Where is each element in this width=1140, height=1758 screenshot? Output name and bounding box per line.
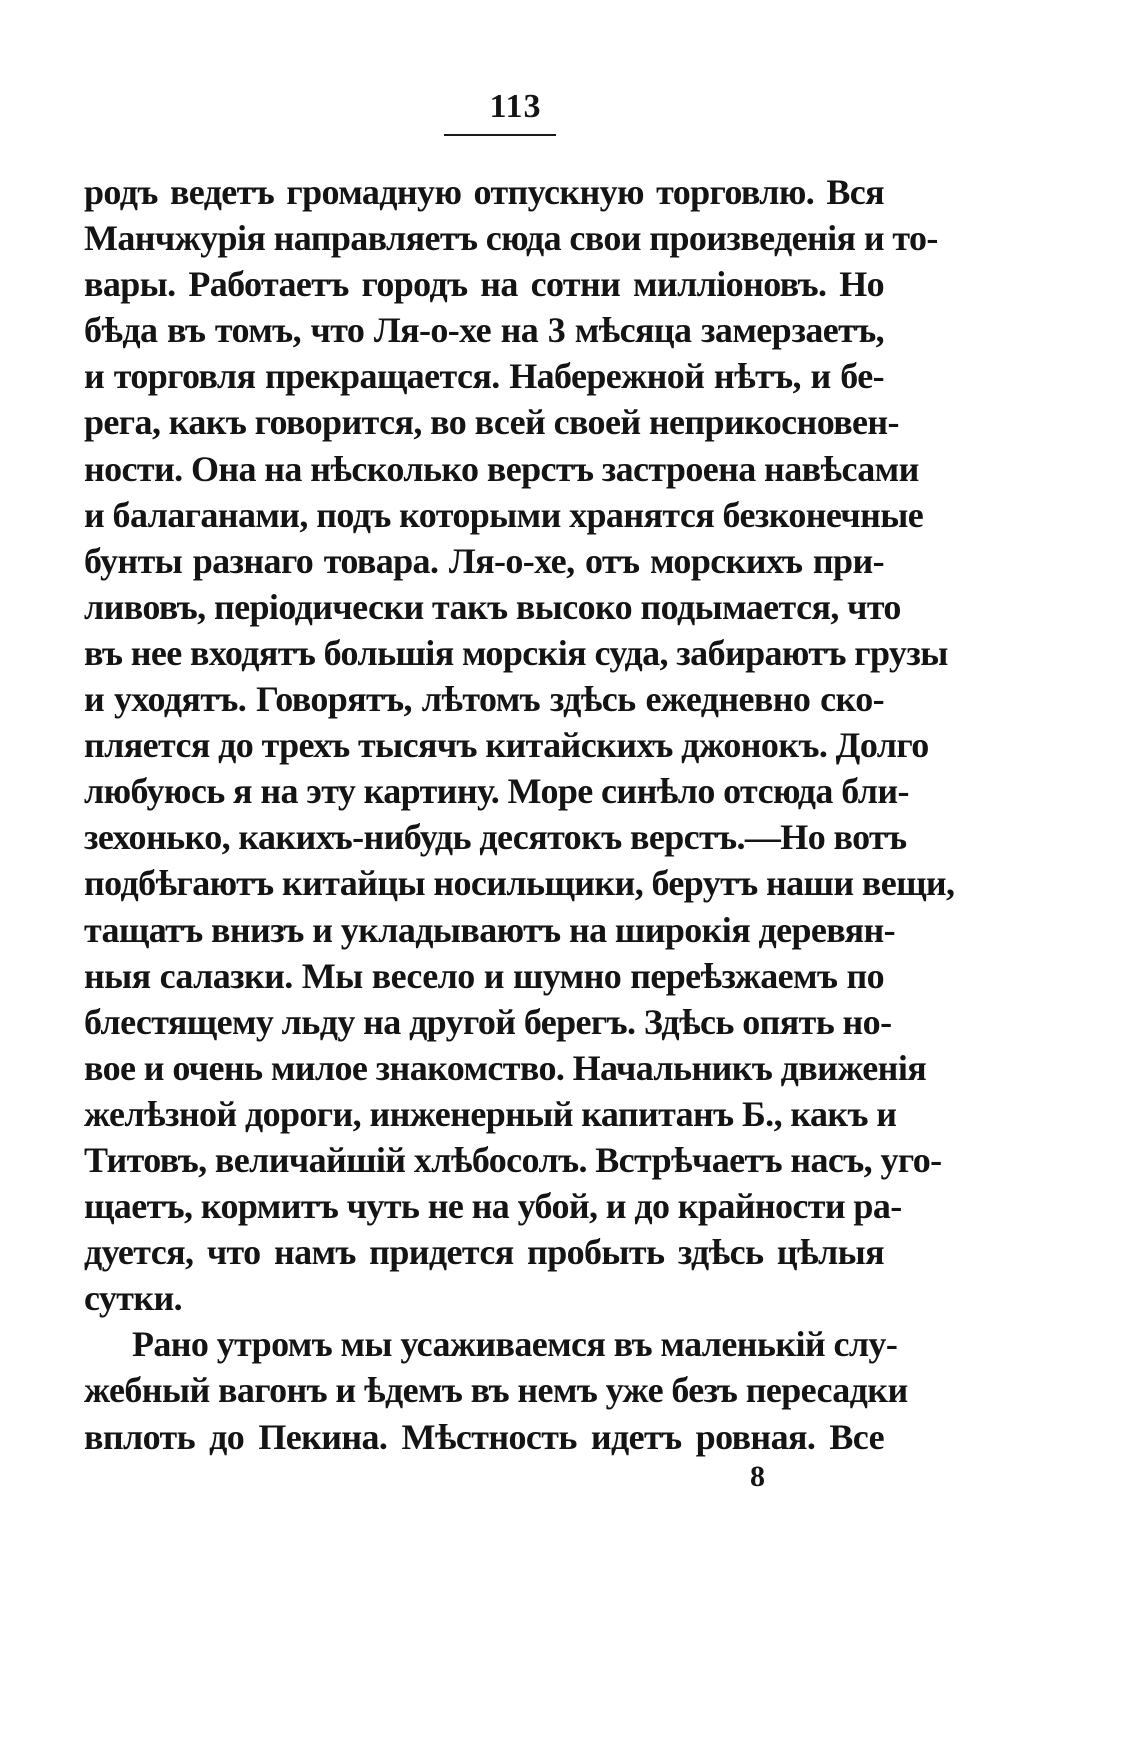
text-line: тащатъ внизъ и укладываютъ на широкія деревян- — [84, 909, 896, 950]
text-line: блестящему льду на другой берегъ. Здѣсь опять но- — [84, 1001, 892, 1042]
header-rule — [444, 134, 556, 136]
text-line: въ нее входятъ большія морскія суда, забираютъ грузы — [84, 632, 948, 673]
text-line: вое и очень милое знакомство. Начальникъ движенія — [84, 1047, 927, 1088]
text-line: щаетъ, кормитъ чуть не на убой, и до крайности ра- — [84, 1186, 902, 1227]
text-line: вплоть до Пекина. Мѣстность идетъ ровная. Все — [84, 1416, 884, 1457]
page-number: 113 — [489, 88, 542, 125]
text-line: Манчжурія направляетъ сюда свои произведенія и то- — [84, 218, 938, 259]
text-line: и торговля прекращается. Набережной нѣтъ, и бе- — [84, 356, 884, 397]
body-text — [84, 169, 955, 1460]
text-line: бѣда въ томъ, что Ля-о-хе на 3 мѣсяца замерзаетъ, — [84, 310, 884, 351]
text-line: зехонько, какихъ-нибудь десятокъ верстъ.—Но вотъ — [84, 817, 907, 858]
text-line: бунты разнаго товара. Ля-о-хе, отъ морскихъ при- — [84, 540, 884, 581]
signature-mark: 8 — [750, 1460, 765, 1493]
text-line: пляется до трехъ тысячъ китайскихъ джонокъ. Долго — [84, 725, 929, 766]
text-line: и уходятъ. Говорятъ, лѣтомъ здѣсь ежедневно ско- — [84, 679, 884, 720]
text-line: желѣзной дороги, инженерный капитанъ Б., какъ и — [84, 1093, 897, 1134]
text-line: любуюсь я на эту картину. Море синѣло отсюда бли- — [84, 771, 909, 812]
text-line: родъ ведетъ громадную отпускную торговлю. Вся — [84, 172, 884, 212]
text-line: и балаганами, подъ которыми хранятся безконечные — [84, 494, 924, 535]
text-line: ности. Она на нѣсколько верстъ застроена навѣсами — [84, 448, 919, 489]
text-line: жебный вагонъ и ѣдемъ въ немъ уже безъ пересадки — [84, 1370, 908, 1411]
text-line: рега, какъ говорится, во всей своей неприкосновен- — [84, 402, 899, 443]
text-line: вары. Работаетъ городъ на сотни милліоновъ. Но — [84, 264, 884, 305]
text-line: ливовъ, періодически такъ высоко подымается, что — [84, 586, 901, 627]
paragraph-end-line: сутки. — [84, 1278, 183, 1319]
text-line: подбѣгаютъ китайцы носильщики, берутъ наши вещи, — [84, 863, 955, 904]
text-line: Титовъ, величайшій хлѣбосолъ. Встрѣчаетъ насъ, уго- — [84, 1139, 942, 1180]
paragraph-start-line: Рано утромъ мы усаживаемся въ маленькій слу- — [132, 1324, 898, 1365]
text-line: ныя салазки. Мы весело и шумно переѣзжаемъ по — [84, 955, 884, 996]
text-line: дуется, что намъ придется пробыть здѣсь цѣлыя — [84, 1232, 884, 1273]
